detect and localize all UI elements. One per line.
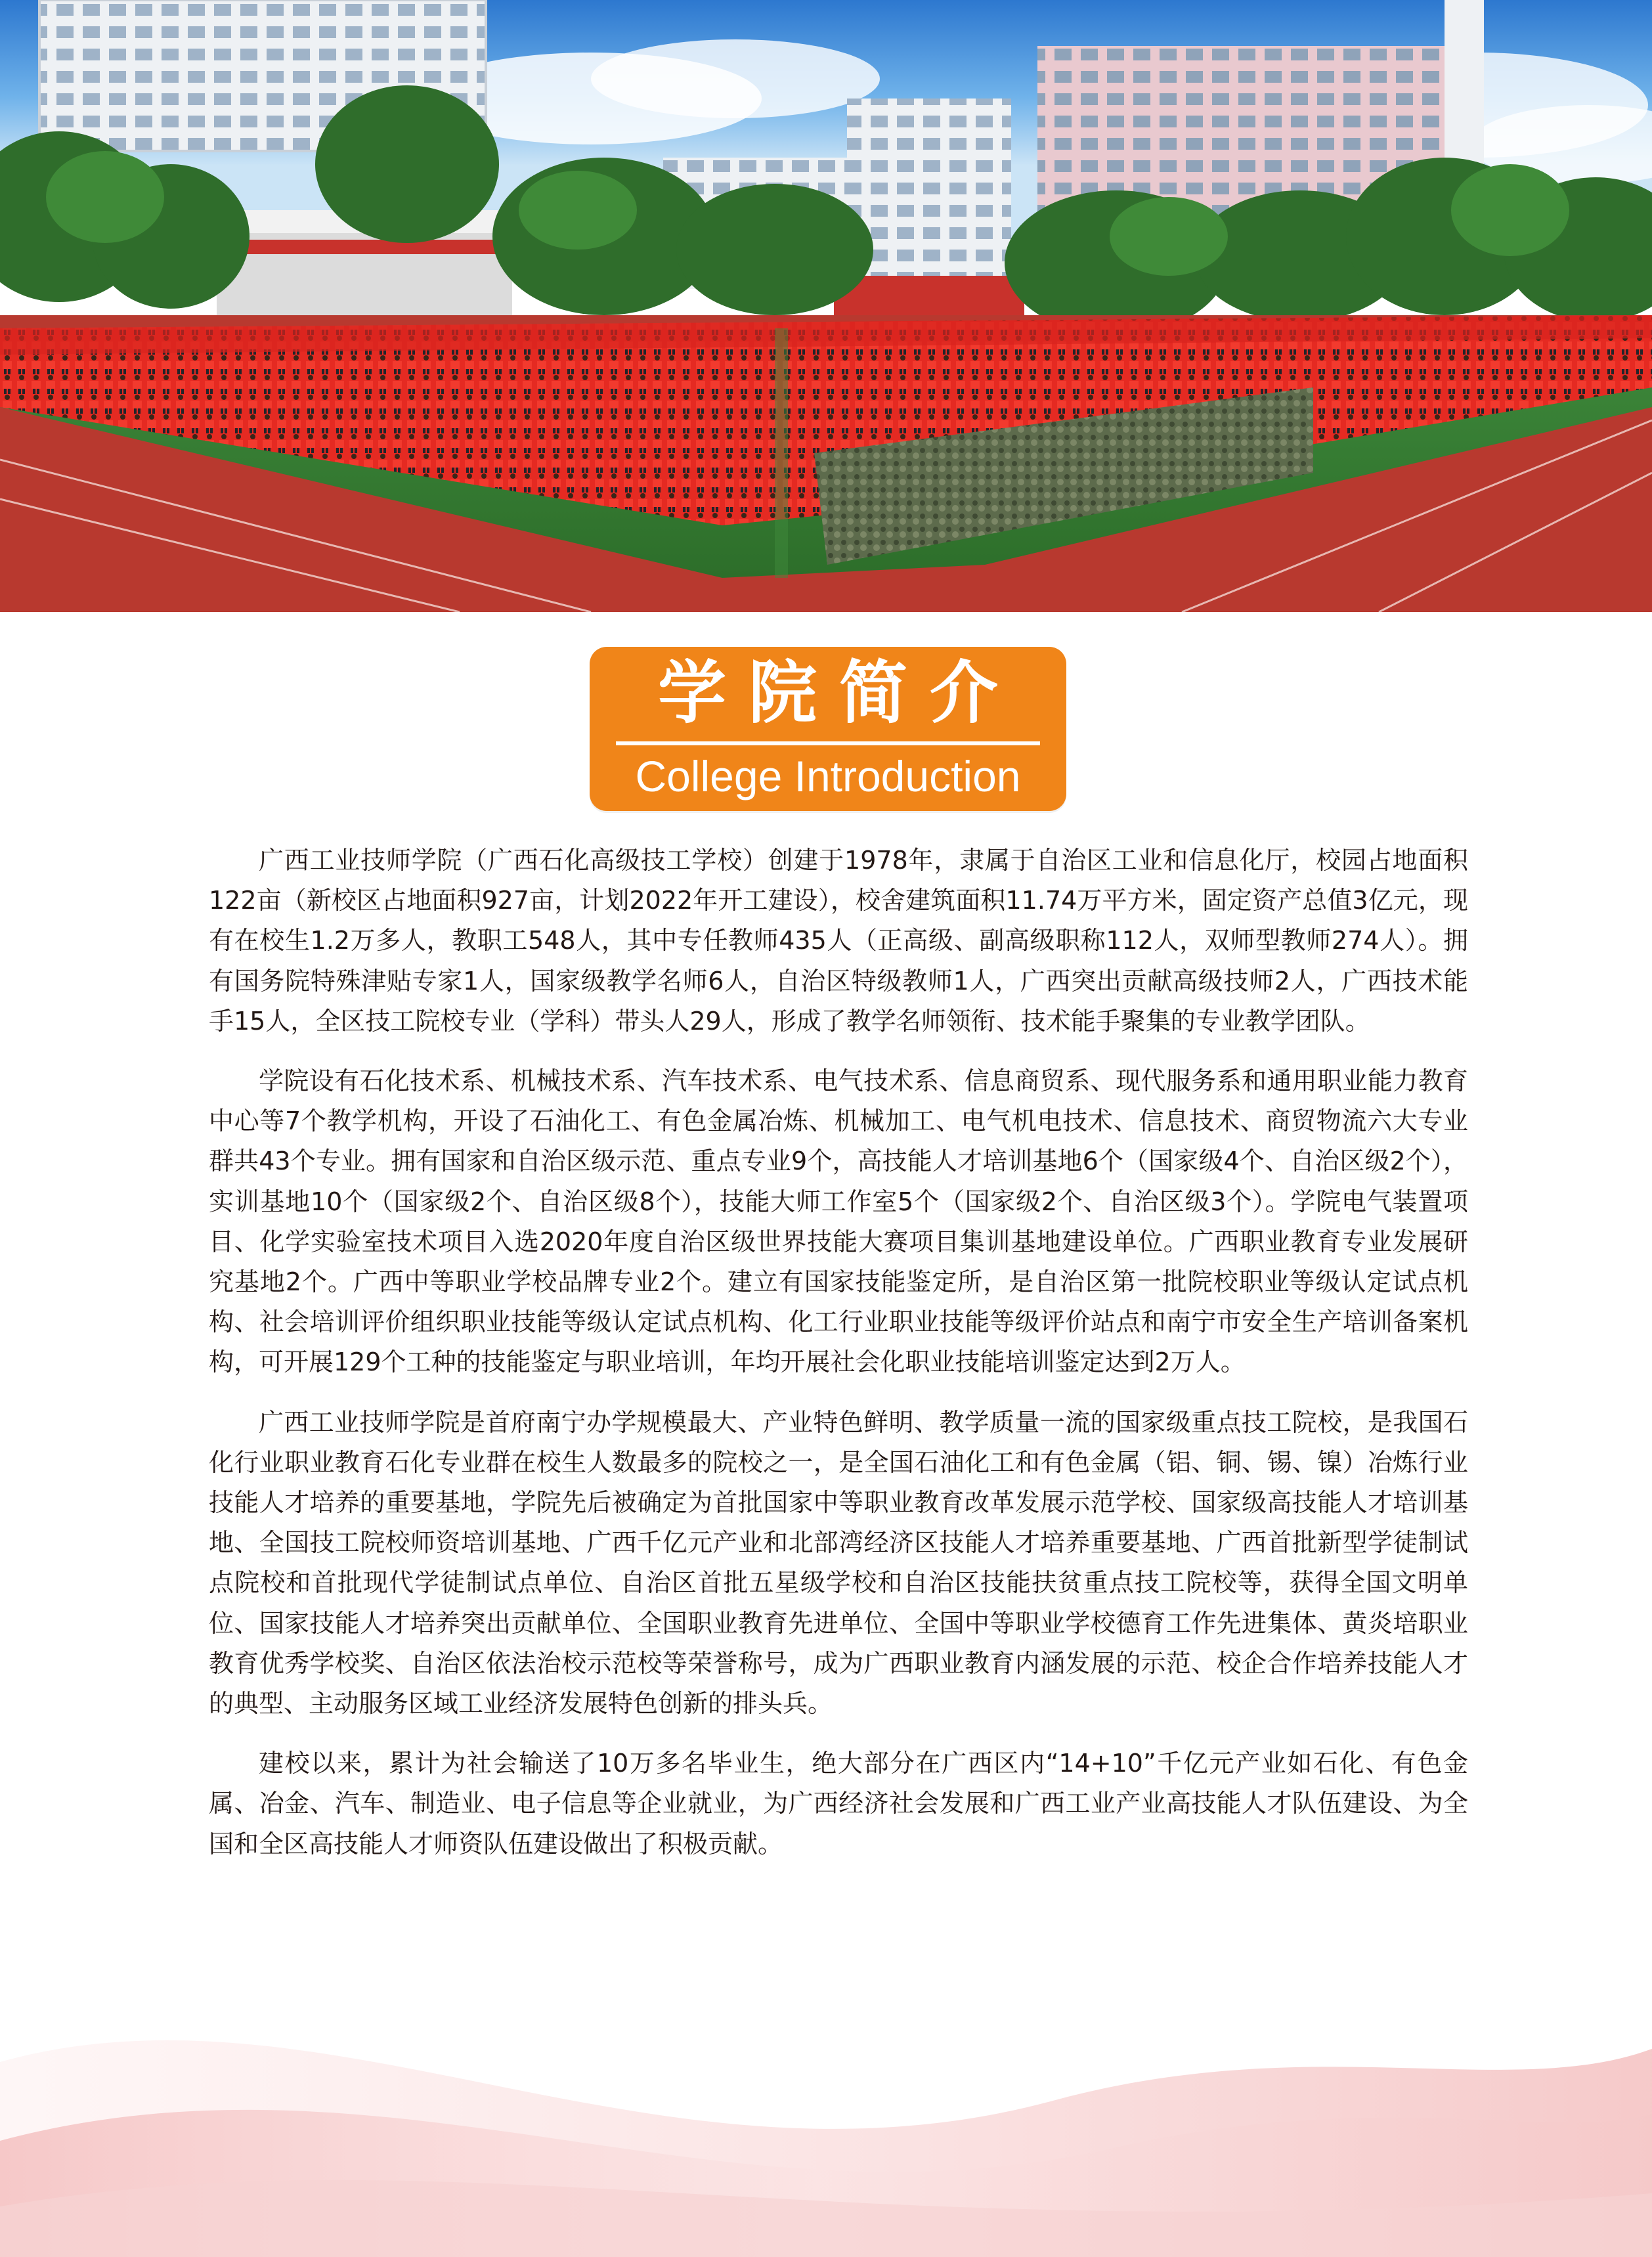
decorative-ribbons	[0, 1931, 1652, 2257]
campus-military-training-photo-icon	[0, 0, 1652, 612]
hero-photo	[0, 0, 1652, 612]
section-title-zh: 学院简介	[657, 653, 1020, 733]
paragraph-honors: 广西工业技师学院是首府南宁办学规模最大、产业特色鲜明、教学质量一流的国家级重点技工院校，是我国石化行业职业教育石化专业群在校生人数最多的院校之一，是全国石油化工和有色金属（铝、铜、锡、镍）冶炼行业技能人才培养的重要基地，学院先后被确定为首批国家中等职业教育改革发展示范学校、国家级高技能人才培训基地、全国技工院校师资培训基地、广西千亿元产业和北部湾经济区技能人才培养重要基地、广西首批新型学徒制试点院校和首批现代学徒制试点单位、自治区首批五星级学校和自治区技能扶贫重点技工院校等，获得全国文明单位、国家技能人才培养突出贡献单位、全国职业教育先进单位、全国中等职业学校德育工作先进集体、黄炎培职业教育优秀学校奖、自治区依法治校示范校等荣誉称号，成为广西职业教育内涵发展的示范、校企合作培养技能人才的典型、主动服务区域工业经济发展特色创新的排头兵。	[209, 1407, 1468, 1719]
paragraph-overview: 广西工业技师学院（广西石化高级技工学校）创建于1978年，隶属于自治区工业和信息化厅，校园占地面积122亩（新校区占地面积927亩，计划2022年开工建设），校舍建筑面积11.74万平方米，固定资产总值3亿元，现有在校生1.2万多人，教职工548人，其中专任教师435人（正高级、副高级职称112人，双师型教师274人）。拥有国务院特殊津贴专家1人，国家级教学名师6人，自治区特级教师1人，广西突出贡献高级技师2人，广西技术能手15人，全区技工院校专业（学科）带头人29人，形成了教学名师领衔、技术能手聚集的专业教学团队。	[209, 846, 1468, 1036]
paragraph-departments: 学院设有石化技术系、机械技术系、汽车技术系、电气技术系、信息商贸系、现代服务系和通用职业能力教育中心等7个教学机构，开设了石油化工、有色金属冶炼、机械加工、电气机电技术、信息技术、商贸物流六大专业群共43个专业。拥有国家和自治区级示范、重点专业9个，高技能人才培训基地6个（国家级4个、自治区级2个），实训基地10个（国家级2个、自治区级8个），技能大师工作室5个（国家级2个、自治区级3个）。学院电气装置项目、化学实验室技术项目入选2020年度自治区级世界技能大赛项目集训基地建设单位。广西职业教育专业发展研究基地2个。广西中等职业学校品牌专业2个。建立有国家技能鉴定所，是自治区第一批院校职业等级认定试点机构、社会培训评价组织职业技能等级认定试点机构、化工行业职业技能等级评价站点和南宁市安全生产培训备案机构，可开展129个工种的技能鉴定与职业培训，年均开展社会化职业技能培训鉴定达到2万人。	[209, 1066, 1468, 1377]
title-divider	[616, 741, 1040, 745]
introduction-text	[209, 841, 1468, 1884]
paragraph-graduates: 建校以来，累计为社会输送了10万多名毕业生，绝大部分在广西区内“14+10”千亿元产业如石化、有色金属、冶金、汽车、制造业、电子信息等企业就业，为广西经济社会发展和广西工业产业高技能人才队伍建设、为全国和全区高技能人才师资队伍建设做出了积极贡献。	[209, 1749, 1468, 1858]
section-title-badge	[590, 647, 1066, 811]
section-title-en: College Introduction	[635, 752, 1021, 800]
